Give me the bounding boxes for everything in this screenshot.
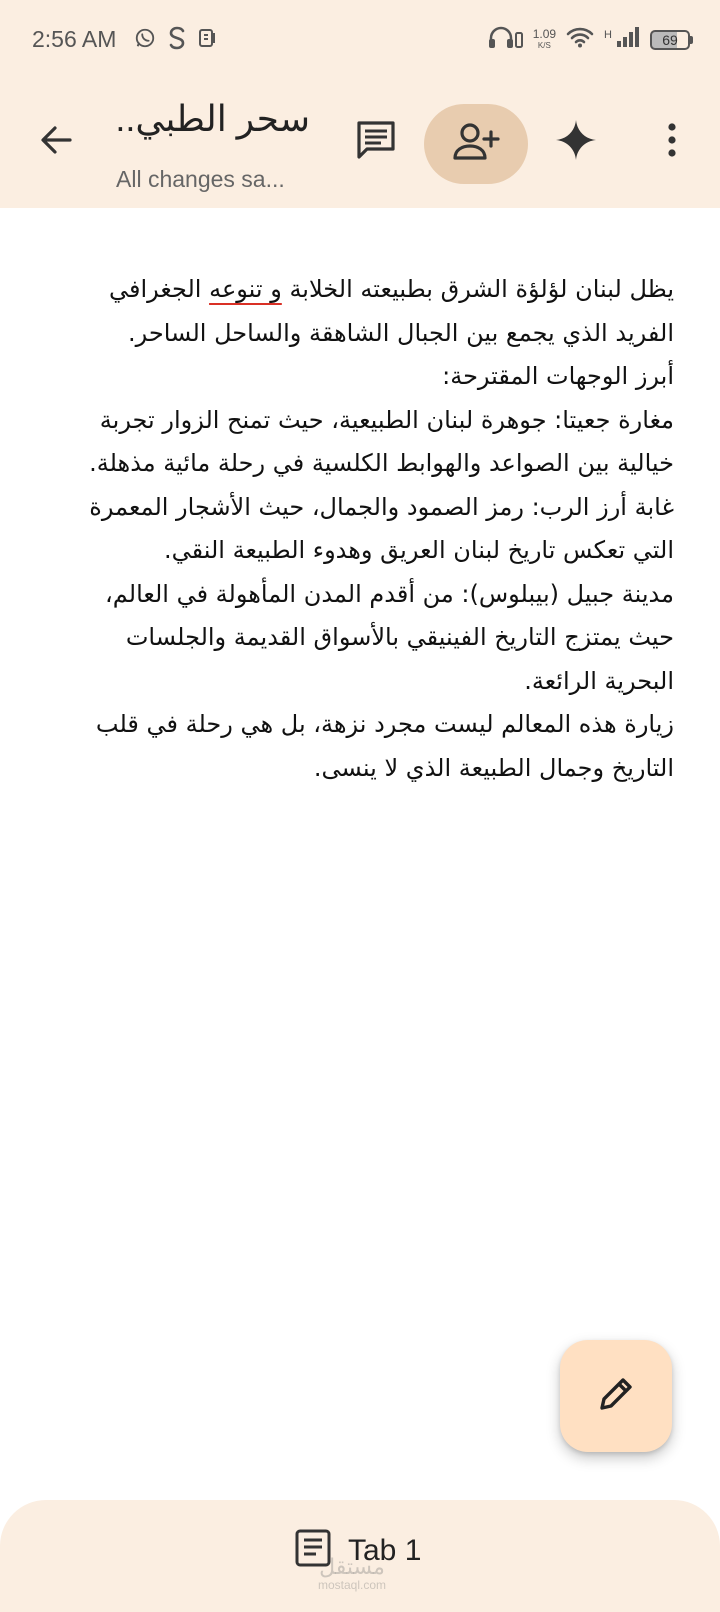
paragraph-heading: أبرز الوجهات المقترحة: (442, 362, 674, 390)
comments-button[interactable] (350, 116, 402, 168)
gemini-button[interactable] (550, 116, 602, 168)
network-type: H (604, 28, 612, 41)
document-body[interactable] (54, 268, 674, 790)
comments-icon (355, 119, 397, 166)
tab-label: Tab 1 (348, 1533, 422, 1567)
document-title[interactable]: سحر الطبي.. (115, 98, 310, 139)
whatsapp-icon (134, 27, 156, 54)
network-speed: 1.09 K/S (532, 26, 557, 50)
save-status: All changes sa... (116, 166, 285, 192)
more-options-button[interactable] (646, 116, 698, 168)
headphones-icon (487, 24, 523, 55)
paragraph-intro: يظل لبنان لؤلؤة الشرق بطبيعته الخلابة و تنوعه الجغرافي الفريد الذي يجمع بين الجبال الشاهقة والساحل الساحر. (109, 275, 674, 347)
paragraph-byblos: مدينة جبيل (بيبلوس): من أقدم المدن المأهولة في العالم، حيث يمتزج التاريخ الفينيقي بالأسواق القديمة والجلسات البحرية الرائعة. (105, 579, 674, 695)
bottom-tab-bar (0, 1500, 720, 1612)
status-notification-icons (134, 26, 218, 55)
app-bar (0, 80, 720, 208)
notification-icon (198, 27, 218, 54)
paragraph-cedars: غابة أرز الرب: رمز الصمود والجمال، حيث الأشجار المعمرة التي تعكس تاريخ لبنان العريق وهدوء الطبيعة النقي. (89, 492, 674, 564)
more-vert-icon (666, 122, 678, 163)
share-button[interactable] (424, 104, 528, 184)
s-app-icon (168, 26, 186, 55)
status-time: 2:56 AM (32, 26, 117, 52)
status-system-icons (487, 24, 690, 55)
paragraph-conclusion: زيارة هذه المعالم ليست مجرد نزهة، بل هي رحلة في قلب التاريخ وجمال الطبيعة الذي لا ينسى. (95, 710, 674, 782)
add-person-icon (452, 122, 500, 167)
back-button[interactable] (30, 116, 82, 168)
wifi-icon (566, 26, 594, 53)
gemini-sparkle-icon (554, 118, 598, 167)
watermark: مستقل mostaql.com (318, 1554, 387, 1592)
edit-pencil-icon (596, 1374, 636, 1419)
signal-icon (616, 26, 640, 53)
battery-icon: 69 (650, 30, 690, 50)
edit-button[interactable] (560, 1340, 672, 1452)
back-arrow-icon (38, 122, 74, 163)
paragraph-jeita: مغارة جعيتا: جوهرة لبنان الطبيعية، حيث تمنح الزوار تجربة خيالية بين الصواعد والهوابط الكلسية في رحلة مائية مذهلة. (89, 405, 674, 477)
status-bar (0, 0, 720, 80)
misspelled-word[interactable]: و تنوعه (209, 275, 282, 303)
